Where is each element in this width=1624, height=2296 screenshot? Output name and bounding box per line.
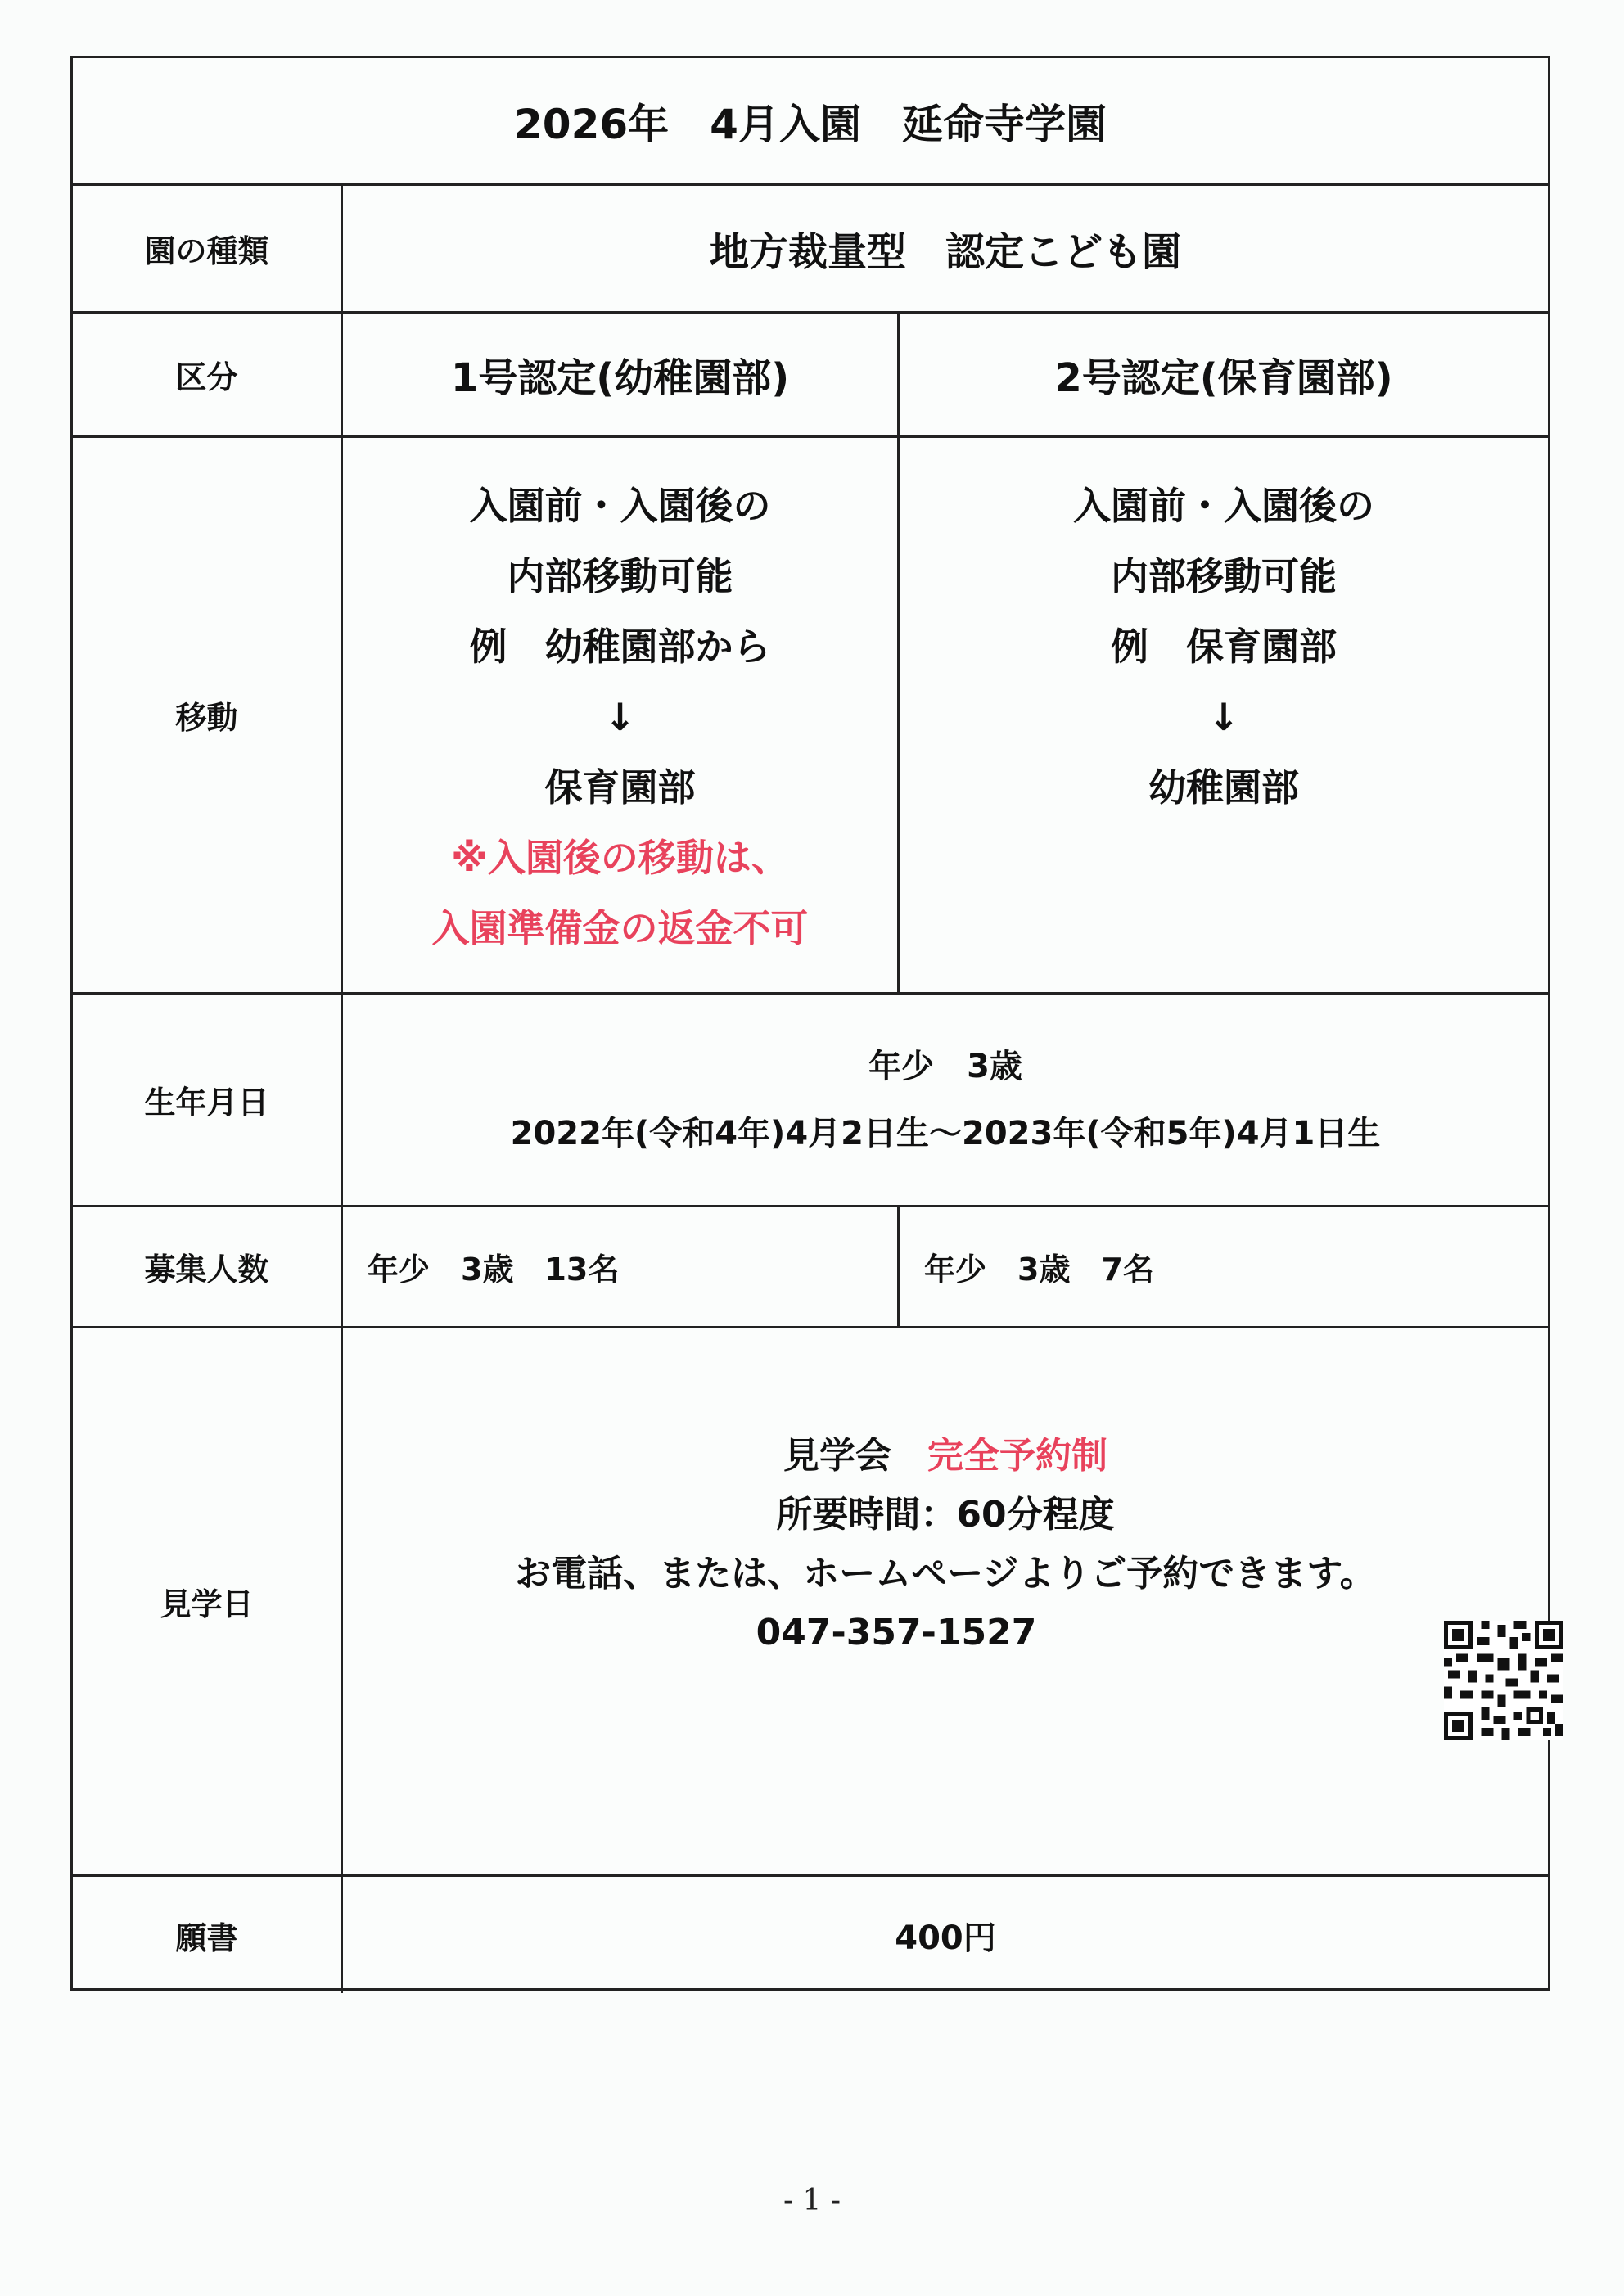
phone-number: 047-357-1527 (756, 1612, 1037, 1653)
transfer-col1-line: 保育園部 (544, 765, 696, 810)
type-row (73, 186, 1548, 314)
tour-row (73, 1328, 1548, 1877)
transfer-note: ※入園後の移動は、 (451, 836, 789, 880)
transfer-col1-line: 例 幼稚園部から (469, 625, 771, 669)
transfer-col2-line: 幼稚園部 (1148, 765, 1299, 810)
admission-table (70, 56, 1550, 1991)
title-row (73, 58, 1548, 186)
recruit-col2: 年少 3歳 7名 (924, 1252, 1154, 1288)
recruit-row (73, 1207, 1548, 1328)
transfer-row (73, 438, 1548, 995)
reservation-badge: 完全予約制 (927, 1435, 1107, 1477)
transfer-col2-line: 入園前・入園後の (1073, 484, 1374, 528)
qr-code-icon[interactable] (1444, 1621, 1563, 1740)
birth-label: 生年月日 (73, 995, 343, 1205)
birth-age: 年少 3歳 (868, 1047, 1022, 1085)
recruit-col1: 年少 3歳 13名 (368, 1252, 620, 1288)
category-label: 区分 (73, 314, 343, 435)
transfer-note: 入園準備金の返金不可 (431, 906, 809, 950)
tour-duration: 所要時間：60分程度 (776, 1494, 1115, 1536)
tour-label: 見学日 (73, 1328, 343, 1874)
transfer-col2-line: 内部移動可能 (1111, 554, 1337, 598)
page-number: - 1 - (783, 2184, 841, 2217)
type-value: 地方裁量型 認定こども園 (709, 229, 1181, 275)
application-fee: 400円 (895, 1919, 996, 1957)
transfer-label: 移動 (73, 438, 343, 992)
recruit-label: 募集人数 (73, 1207, 343, 1326)
category-col1: 1号認定(幼稚園部) (450, 355, 790, 401)
page-title: 2026年 4月入園 延命寺学園 (514, 100, 1107, 148)
birth-row (73, 995, 1548, 1207)
type-label: 園の種類 (73, 186, 343, 311)
tour-booking: お電話、または、ホームページよりご予約できます。 (515, 1553, 1376, 1595)
category-col2: 2号認定(保育園部) (1054, 355, 1393, 401)
transfer-col2-line: 例 保育園部 (1111, 625, 1337, 669)
birth-range: 2022年(令和4年)4月2日生～2023年(令和5年)4月1日生 (510, 1114, 1381, 1153)
tour-prefix: 見学会 (783, 1435, 927, 1477)
tour-line1 (783, 1427, 1107, 1486)
down-arrow-icon: ↓ (604, 695, 636, 739)
application-label: 願書 (73, 1877, 343, 1993)
category-row (73, 314, 1548, 438)
application-row (73, 1877, 1548, 1993)
transfer-col1-line: 内部移動可能 (507, 554, 733, 598)
down-arrow-icon: ↓ (1207, 695, 1240, 739)
transfer-col1-line: 入園前・入園後の (469, 484, 771, 528)
